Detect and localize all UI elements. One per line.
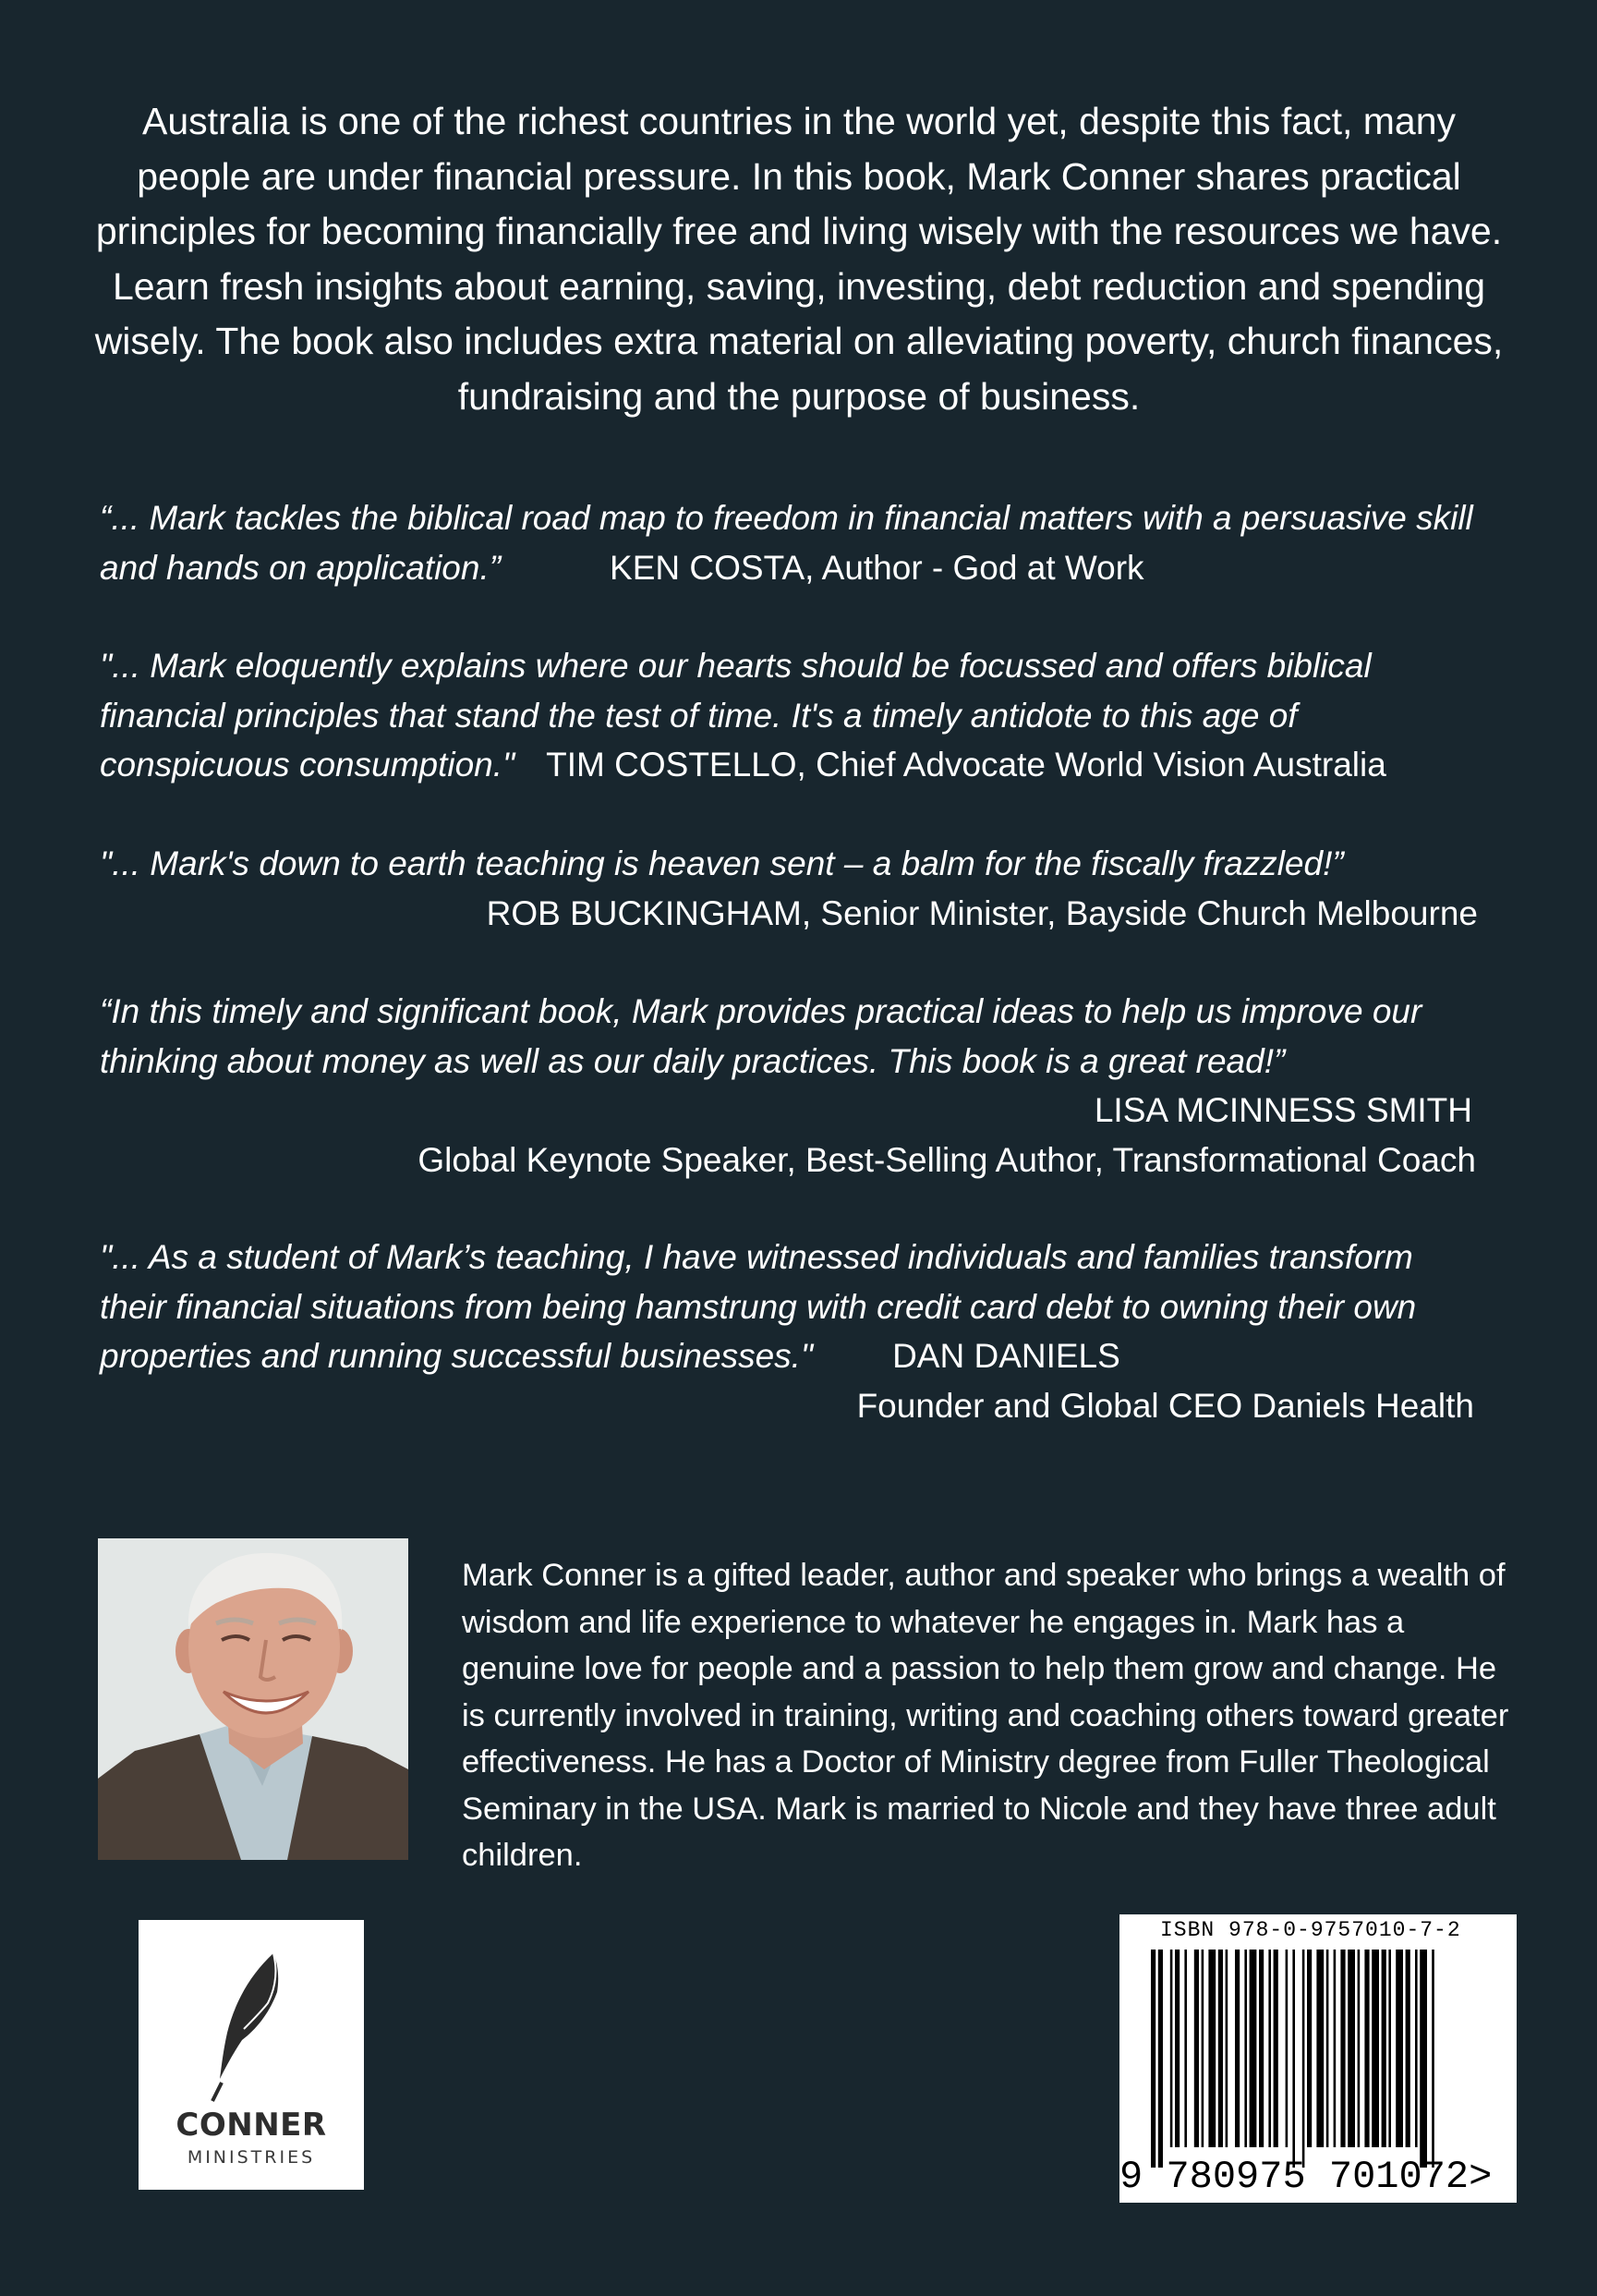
author-photo <box>98 1538 408 1860</box>
author-bio: Mark Conner is a gifted leader, author and speaker who brings a wealth of wisdom and life experience to whatever he engages in. Mark has a genuine love for people and a passion to help them grow and change. He is currently involved in training, writing and coaching others toward greater effectiveness. He has a Doctor of Ministry degree from Fuller Theological Seminary in the USA. Mark is married to Nicole and they have three adult children. <box>462 1558 1509 1873</box>
barcode-bar <box>1175 1950 1180 2147</box>
endorsement-attribution: ROB BUCKINGHAM, Senior Minister, Bayside Church Melbourne <box>486 893 1478 932</box>
barcode-bar <box>1334 1950 1337 2147</box>
barcode-digits <box>1119 2155 1517 2199</box>
barcode-bar <box>1151 1950 1155 2168</box>
endorsement-attribution-title: Founder and Global CEO Daniels Health <box>856 1386 1474 1425</box>
barcode-bar <box>1316 1950 1324 2147</box>
publisher-subtitle: MINISTRIES <box>187 2147 316 2168</box>
barcode-bar <box>1158 1950 1163 2168</box>
barcode-bar <box>1307 1950 1312 2147</box>
back-cover-blurb: Australia is one of the richest countries in the world yet, despite this fact, many people are under financial pressure. In this book, Mark Conner shares practical principles for becoming financially free and living wisely with the resources we have. Learn fresh insights about earning, saving, investing, debt reduction and spending wisely. The book also includes extra material on alleviating poverty, church finances, fundraising and the purpose of business. <box>94 100 1504 418</box>
barcode-bar <box>1420 1950 1427 2168</box>
barcode-right-digits: 701072 <box>1328 2155 1470 2199</box>
isbn-barcode <box>1119 1914 1517 2203</box>
barcode-lead-digit: 9 <box>1119 2155 1143 2199</box>
barcode-bar <box>1348 1950 1355 2147</box>
barcode-bar <box>1244 1950 1247 2147</box>
barcode-bar <box>1292 1950 1295 2168</box>
endorsement-attribution: KEN COSTA, Author - God at Work <box>610 548 1144 587</box>
endorsement-text: “... Mark tackles the biblical road map to freedom in financial matters with a persuasive skill and hands on application.” <box>100 499 1473 587</box>
barcode-bar <box>1268 1950 1271 2147</box>
author-portrait <box>98 1538 408 1860</box>
endorsement-ken-costa <box>100 493 1478 592</box>
barcode-bar <box>1382 1950 1386 2147</box>
endorsement-attribution: LISA MCINNESS SMITH <box>1094 1091 1472 1129</box>
endorsement-dan-daniels <box>100 1233 1478 1430</box>
barcode-bar <box>1415 1950 1418 2147</box>
publisher-name: CONNER <box>175 2107 327 2144</box>
barcode-bar <box>1406 1950 1410 2147</box>
barcode-bar <box>1218 1950 1223 2147</box>
barcode-bar <box>1340 1950 1345 2147</box>
publisher-logo <box>139 1920 364 2190</box>
barcode-bar <box>1226 1950 1228 2147</box>
barcode-bars <box>1143 1950 1498 2168</box>
isbn-label: ISBN 978-0-9757010-7-2 <box>1160 1918 1461 1942</box>
barcode-bar <box>1208 1950 1216 2147</box>
barcode-left-digits: 780975 <box>1166 2155 1306 2199</box>
barcode-bar <box>1302 1950 1305 2168</box>
endorsement-text: "... Mark's down to earth teaching is heaven sent – a balm for the fiscally frazzled!” <box>100 844 1344 882</box>
barcode-bar <box>1396 1950 1403 2147</box>
barcode-bar <box>1194 1950 1199 2147</box>
barcode-bar <box>1250 1950 1257 2147</box>
barcode-bar <box>1358 1950 1361 2147</box>
barcode-bar <box>1259 1950 1264 2147</box>
endorsement-attribution-title: Global Keynote Speaker, Best-Selling Author, Transformational Coach <box>417 1140 1476 1179</box>
barcode-bar <box>1326 1950 1329 2147</box>
barcode-bar <box>1372 1950 1379 2147</box>
barcode-bar <box>1235 1950 1240 2147</box>
barcode-bar <box>1388 1950 1391 2147</box>
barcode-bar <box>1184 1950 1187 2147</box>
endorsement-rob-buckingham <box>100 839 1478 938</box>
barcode-tail: > <box>1469 2155 1493 2199</box>
endorsement-text: "... As a student of Mark’s teaching, I have witnessed individuals and families transform their financial situations from being hamstrung with credit card debt to owning their own properties and running successful businesses." <box>100 1238 1417 1375</box>
barcode-bar <box>1202 1950 1204 2147</box>
barcode-bar <box>1286 1950 1288 2147</box>
barcode-bar <box>1274 1950 1278 2147</box>
endorsement-attribution: TIM COSTELLO, Chief Advocate World Vision Australia <box>546 746 1386 784</box>
barcode-bar <box>1170 1950 1173 2147</box>
quill-feather-icon <box>139 1920 364 2105</box>
endorsement-text: “In this timely and significant book, Mark provides practical ideas to help us improve our thinking about money as well as our daily practices. This book is a great read!” <box>100 992 1422 1080</box>
endorsement-tim-costello <box>100 641 1478 790</box>
barcode-bar <box>1432 1950 1434 2168</box>
endorsement-text: "... Mark eloquently explains where our hearts should be focussed and offers biblical financial principles that stand the test of time. It's a timely antidote to this age of conspicuous consumption." <box>100 647 1372 784</box>
barcode-bar <box>1364 1950 1369 2147</box>
endorsement-lisa-mcinness-smith <box>100 987 1478 1184</box>
endorsement-attribution: DAN DANIELS <box>892 1337 1120 1375</box>
